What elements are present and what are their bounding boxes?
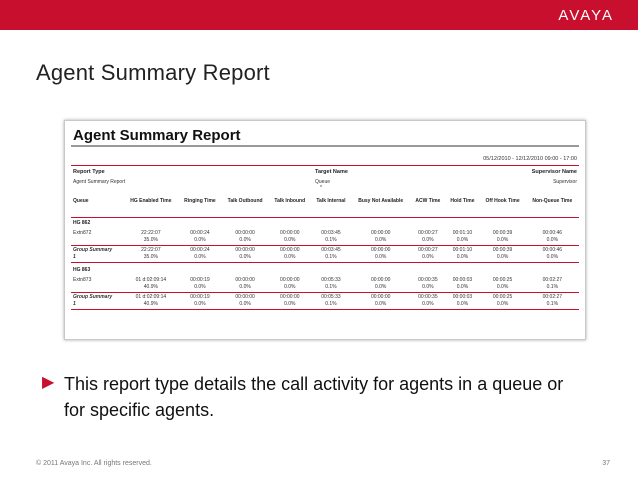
report-date-range: 05/12/2010 - 12/12/2010 09:00 - 17:00 [483, 156, 577, 162]
slide-title: Agent Summary Report [36, 60, 270, 85]
value-cell: 00:00:00 0.0% [269, 293, 311, 310]
value-cell: 00:00:00 0.0% [370, 277, 391, 290]
report-title-divider [71, 145, 579, 147]
value-cell: 00:05:33 0.1% [311, 293, 351, 310]
value-cell: 00:02:27 0.1% [526, 293, 579, 310]
value-cell: 00:00:00 0.0% [222, 293, 269, 310]
report-type-label: Report Type [73, 169, 105, 175]
page-number: 37 [602, 460, 610, 467]
value-cell: 00:00:00 0.0% [269, 246, 311, 263]
value-cell: 00:03:45 0.1% [311, 246, 351, 263]
value-cell: 00:00:46 0.0% [542, 230, 563, 243]
value-cell: 00:00:25 0.0% [492, 277, 513, 290]
copyright-footer: © 2011 Avaya Inc. All rights reserved. [36, 460, 152, 467]
target-name-value: Queue [315, 179, 331, 185]
value-cell: 00:02:27 0.1% [542, 277, 563, 290]
agent-summary-table [71, 197, 579, 312]
report-title: Agent Summary Report [73, 127, 241, 144]
column-header: Talk Outbound [222, 197, 269, 218]
table-row [71, 276, 579, 293]
value-cell: 00:00:19 0.0% [190, 277, 210, 290]
column-header: Queue [71, 197, 123, 218]
table-row [71, 229, 579, 246]
value-cell: 00:00:27 0.0% [410, 246, 445, 263]
value-cell: 00:03:45 0.1% [321, 230, 341, 243]
value-cell: 00:00:00 0.0% [280, 277, 300, 290]
supervisor-label: Supervisor Name [531, 169, 577, 175]
queue-cell: Extn873 [73, 277, 92, 283]
group-name: HG 863 [73, 267, 91, 273]
avaya-logo: AVAYA [558, 7, 614, 24]
value-cell: 01 d:02:09:14 40.9% [135, 277, 167, 290]
value-cell: 00:01:10 0.0% [452, 230, 473, 243]
column-header: Talk Inbound [269, 197, 311, 218]
value-cell: 00:00:35 0.0% [418, 277, 438, 290]
value-cell: 00:00:46 0.0% [526, 246, 579, 263]
column-header: Non-Queue Time [526, 197, 579, 218]
group-header-row [71, 265, 579, 276]
value-cell: 00:00:00 0.0% [351, 293, 410, 310]
value-cell: 01 d:02:09:14 40.9% [123, 293, 178, 310]
column-header: Ringing Time [178, 197, 221, 218]
meta-top-rule [71, 165, 579, 166]
report-screenshot [64, 120, 586, 340]
queue-cell: Extn872 [73, 230, 92, 236]
column-header: ACW Time [410, 197, 445, 218]
group-name: HG 862 [73, 220, 91, 226]
value-cell: 00:00:25 0.0% [479, 293, 525, 310]
value-cell: 00:00:19 0.0% [178, 293, 221, 310]
column-header: Off Hook Time [479, 197, 525, 218]
column-header: Hold Time [445, 197, 479, 218]
bullet-text: This report type details the call activity for agents in a queue or for specific agents. [64, 374, 564, 420]
value-cell: 00:00:24 0.0% [190, 230, 210, 243]
top-banner [0, 0, 638, 30]
value-cell: 00:05:33 0.1% [321, 277, 341, 290]
value-cell: 00:00:03 0.0% [452, 277, 473, 290]
bullet-arrow-icon: ▶ [42, 374, 55, 391]
value-cell: 00:00:00 0.0% [235, 230, 255, 243]
value-cell: 00:01:10 0.0% [445, 246, 479, 263]
value-cell: 00:00:00 0.0% [235, 277, 255, 290]
queue-cell: Group Summary 1 [71, 246, 123, 263]
group-header-row [71, 218, 579, 230]
column-header: Busy Not Available [351, 197, 410, 218]
column-header: Talk Internal [311, 197, 351, 218]
queue-cell: Group Summary 1 [71, 293, 123, 310]
value-cell: 22:22:07 35.0% [141, 230, 161, 243]
value-cell: 00:00:35 0.0% [410, 293, 445, 310]
target-name-label: Target Name [315, 169, 348, 175]
value-cell: 00:00:00 0.0% [370, 230, 391, 243]
report-type-value: Agent Summary Report [73, 179, 126, 185]
value-cell: 22:22:07 35.0% [123, 246, 178, 263]
value-cell: 00:00:03 0.0% [445, 293, 479, 310]
value-cell: 00:00:27 0.0% [418, 230, 438, 243]
group-divider [71, 310, 579, 313]
value-cell: 00:00:39 0.0% [492, 230, 513, 243]
value-cell: 00:00:00 0.0% [280, 230, 300, 243]
target-name-sub: * [320, 185, 322, 191]
value-cell: 00:00:00 0.0% [351, 246, 410, 263]
supervisor-value: Supervisor [553, 179, 577, 185]
value-cell: 00:00:00 0.0% [222, 246, 269, 263]
group-summary-row [71, 293, 579, 310]
column-header: HG Enabled Time [123, 197, 178, 218]
group-summary-row [71, 246, 579, 263]
table-header-row [71, 197, 579, 218]
value-cell: 00:00:24 0.0% [178, 246, 221, 263]
value-cell: 00:00:39 0.0% [479, 246, 525, 263]
